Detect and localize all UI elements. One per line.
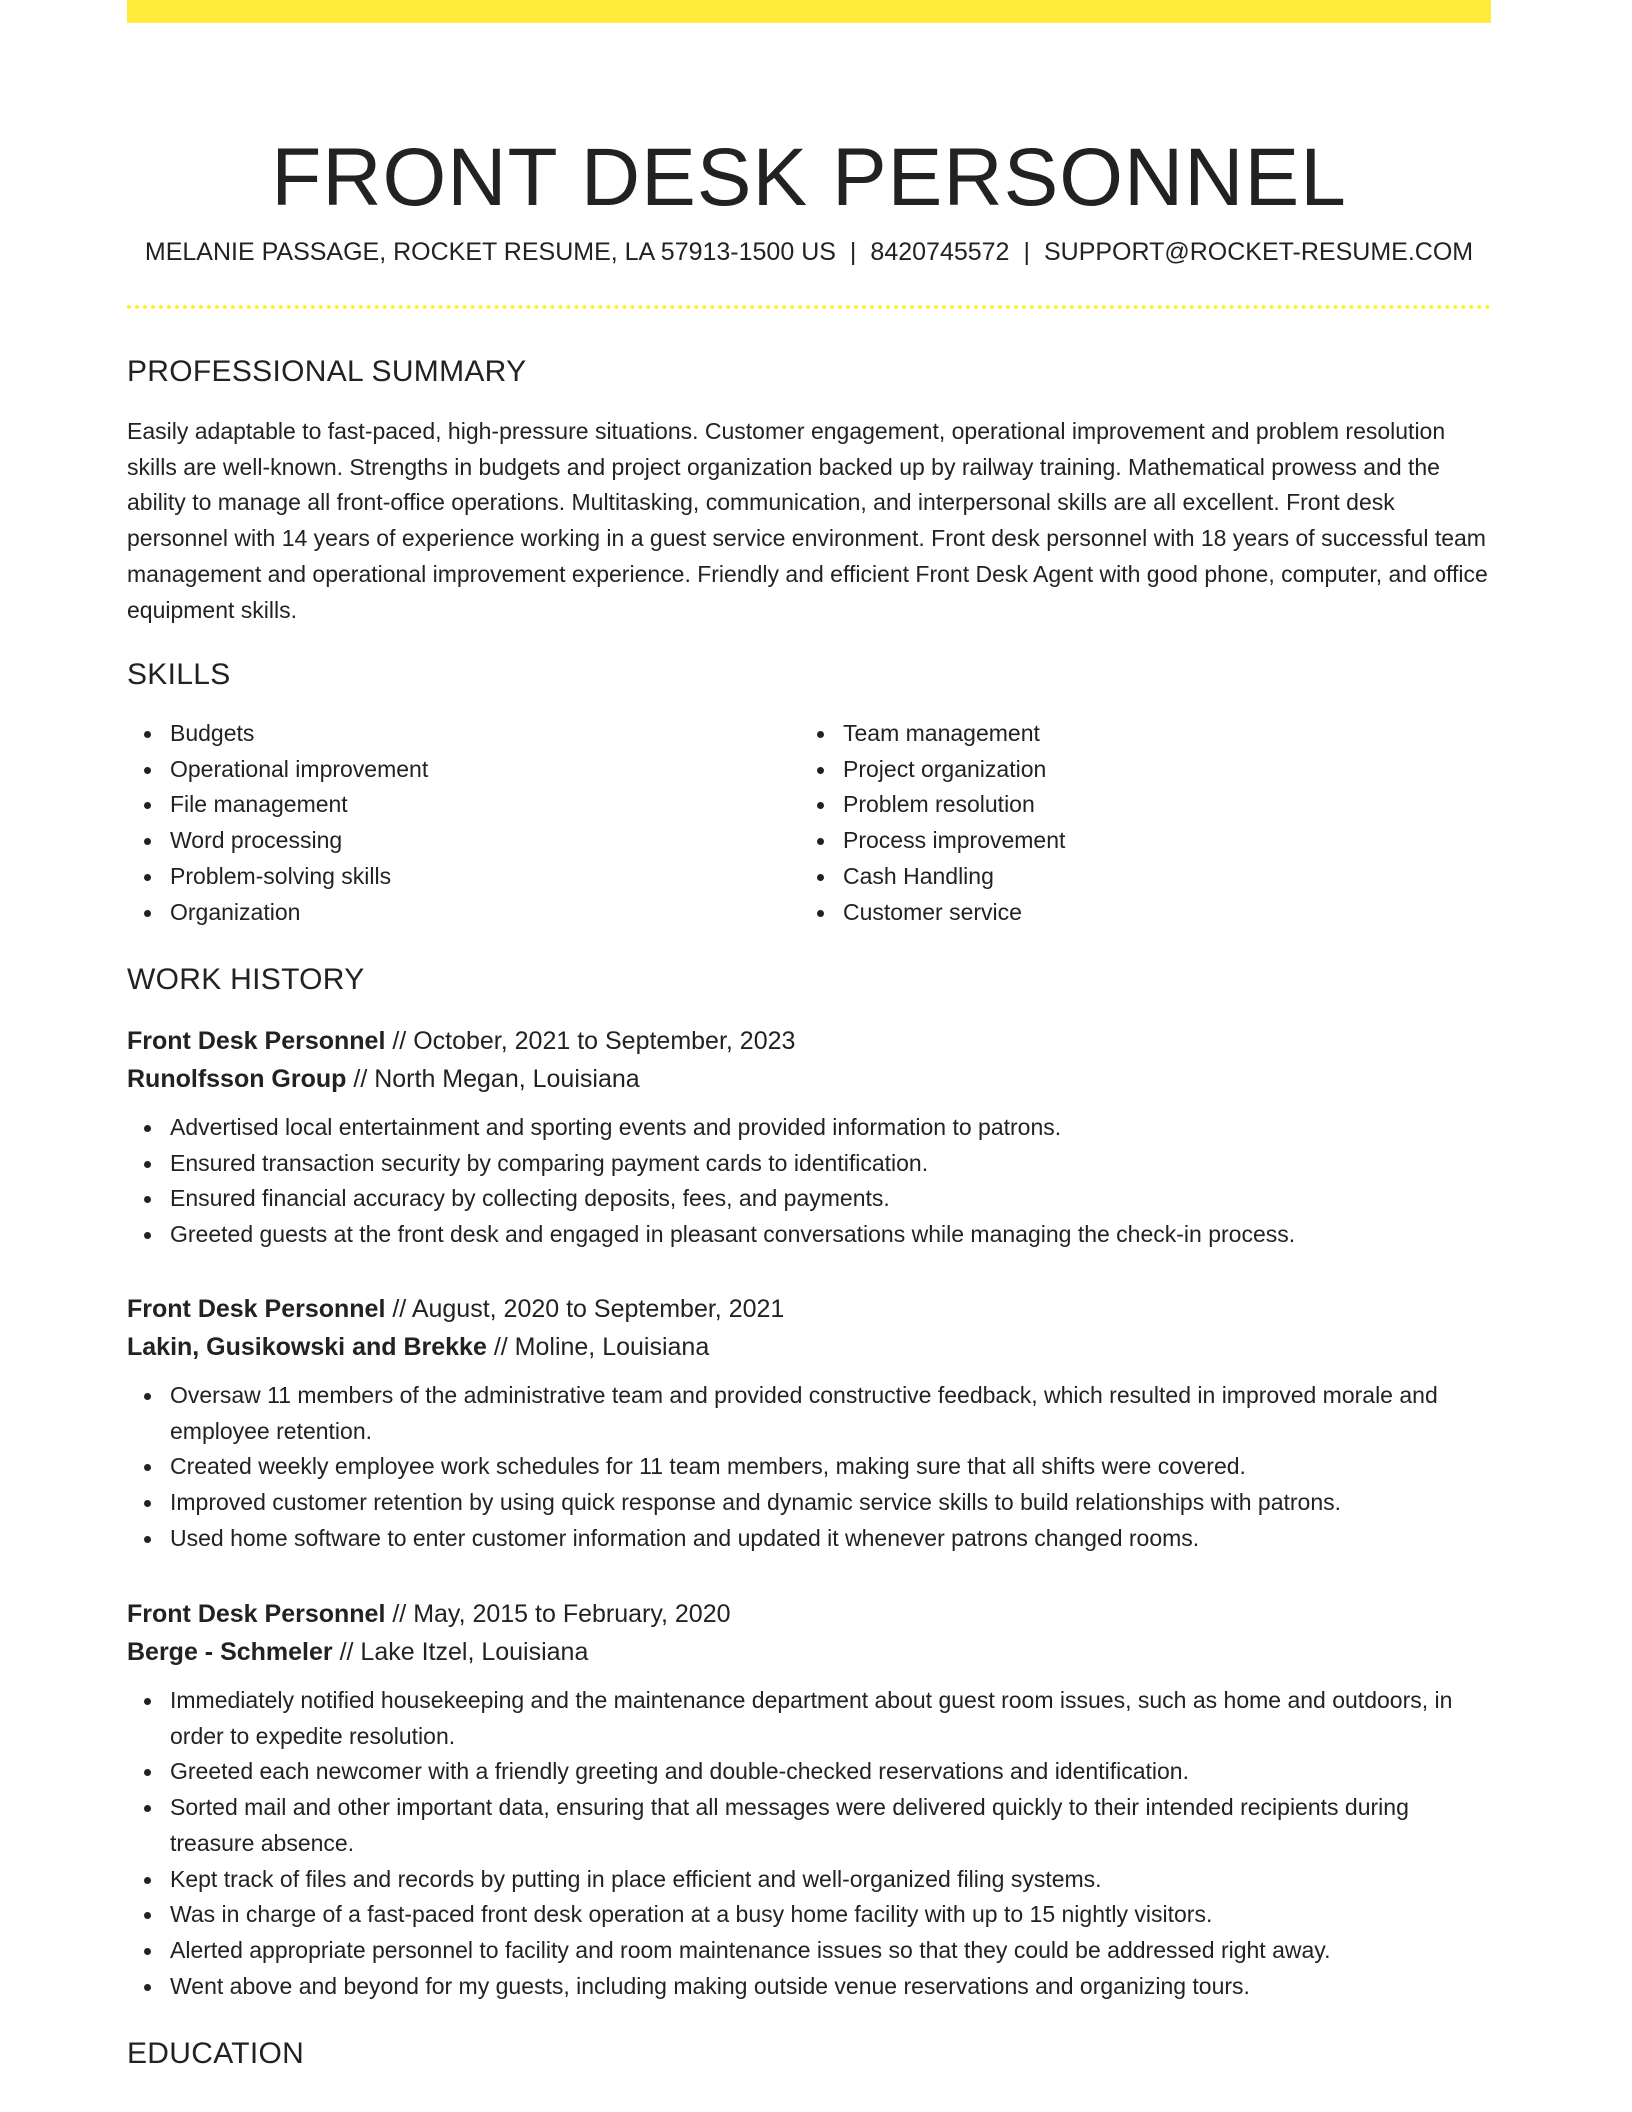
section-title-summary: PROFESSIONAL SUMMARY <box>127 355 527 388</box>
job-location: // North Megan, Louisiana <box>353 1065 640 1093</box>
contact-separator: | <box>849 238 857 266</box>
job-bullet: Created weekly employee work schedules for 11 team members, making sure that all shifts were covered. <box>127 1449 1491 1485</box>
job-bullet: Greeted each newcomer with a friendly greeting and double-checked reservations and identification. <box>127 1754 1491 1790</box>
job-bullet: Greeted guests at the front desk and engaged in pleasant conversations while managing the check-in process. <box>127 1217 1491 1253</box>
job-bullets <box>127 1683 1491 2004</box>
skill-item: Process improvement <box>800 823 1480 859</box>
skill-item: Customer service <box>800 895 1480 931</box>
skill-item: Cash Handling <box>800 859 1480 895</box>
skills-list-right <box>800 716 1480 930</box>
job-title-line <box>127 1022 1491 1060</box>
skill-item: Problem-solving skills <box>127 859 787 895</box>
job-company: Runolfsson Group <box>127 1065 347 1093</box>
job-dates: // August, 2020 to September, 2021 <box>392 1295 785 1323</box>
skill-item: Problem resolution <box>800 787 1480 823</box>
job-bullet: Used home software to enter customer information and updated it whenever patrons changed rooms. <box>127 1521 1491 1557</box>
resume-name: FRONT DESK PERSONNEL <box>271 131 1347 223</box>
job-role: Front Desk Personnel <box>127 1027 386 1055</box>
contact-separator: | <box>1023 238 1030 266</box>
job-bullet: Ensured transaction security by comparing payment cards to identification. <box>127 1146 1491 1182</box>
job-title-line <box>127 1595 1491 1633</box>
skill-item: Operational improvement <box>127 752 787 788</box>
job-location: // Moline, Louisiana <box>493 1333 710 1361</box>
contact-email: SUPPORT@ROCKET-RESUME.COM <box>1043 238 1474 266</box>
job-bullet: Went above and beyond for my guests, including making outside venue reservations and organizing tours. <box>127 1969 1491 2005</box>
skill-item: Organization <box>127 895 787 931</box>
skills-list-left <box>127 716 787 930</box>
skill-item: File management <box>127 787 787 823</box>
skill-item: Budgets <box>127 716 787 752</box>
job-company-line <box>127 1328 1491 1366</box>
job-bullet: Sorted mail and other important data, ensuring that all messages were delivered quickly to their intended recipients during treasure absence. <box>127 1790 1491 1861</box>
job-bullets <box>127 1378 1491 1557</box>
summary-text: Easily adaptable to fast-paced, high-pressure situations. Customer engagement, operational improvement and problem resolution skills are well-known. Strengths in budgets and project organization backed up by railway training. Mathematical prowess and the ability to manage all front-office operations. Multitasking, communication, and interpersonal skills are all excellent. Front desk personnel with 14 years of experience working in a guest service environment. Front desk personnel with 18 years of successful team management and operational improvement experience. Friendly and efficient Front Desk Agent with good phone, computer, and office equipment skills. <box>127 418 1488 623</box>
job-location: // Lake Itzel, Louisiana <box>339 1638 589 1666</box>
section-title-work-history: WORK HISTORY <box>127 963 365 996</box>
contact-line <box>127 237 1491 267</box>
job-role: Front Desk Personnel <box>127 1600 386 1628</box>
job-entry <box>127 1290 1491 1557</box>
dotted-divider <box>127 305 1491 309</box>
skill-item: Project organization <box>800 752 1480 788</box>
skill-item: Word processing <box>127 823 787 859</box>
job-bullet: Ensured financial accuracy by collecting deposits, fees, and payments. <box>127 1181 1491 1217</box>
job-dates: // October, 2021 to September, 2023 <box>392 1027 796 1055</box>
section-title-education: EDUCATION <box>127 2037 305 2070</box>
job-bullet: Immediately notified housekeeping and the maintenance department about guest room issues, such as home and outdoors, in order to expedite resolution. <box>127 1683 1491 1754</box>
accent-top-bar <box>127 0 1491 23</box>
job-bullet: Advertised local entertainment and sporting events and provided information to patrons. <box>127 1110 1491 1146</box>
job-title-line <box>127 1290 1491 1328</box>
contact-address: MELANIE PASSAGE, ROCKET RESUME, LA 57913-1500 US <box>144 238 836 266</box>
job-company: Lakin, Gusikowski and Brekke <box>127 1333 487 1361</box>
job-company: Berge - Schmeler <box>127 1638 333 1666</box>
job-entry <box>127 1595 1491 2004</box>
job-bullet: Kept track of files and records by putting in place efficient and well-organized filing systems. <box>127 1862 1491 1898</box>
section-title-skills: SKILLS <box>127 658 231 691</box>
job-role: Front Desk Personnel <box>127 1295 386 1323</box>
job-company-line <box>127 1633 1491 1671</box>
skill-item: Team management <box>800 716 1480 752</box>
job-bullet: Alerted appropriate personnel to facility and room maintenance issues so that they could be addressed right away. <box>127 1933 1491 1969</box>
job-bullet: Was in charge of a fast-paced front desk operation at a busy home facility with up to 15 nightly visitors. <box>127 1897 1491 1933</box>
job-dates: // May, 2015 to February, 2020 <box>392 1600 731 1628</box>
contact-phone: 8420745572 <box>870 238 1010 266</box>
job-entry <box>127 1022 1491 1253</box>
job-bullet: Oversaw 11 members of the administrative team and provided constructive feedback, which resulted in improved morale and employee retention. <box>127 1378 1491 1449</box>
job-bullet: Improved customer retention by using quick response and dynamic service skills to build relationships with patrons. <box>127 1485 1491 1521</box>
job-bullets <box>127 1110 1491 1253</box>
job-company-line <box>127 1060 1491 1098</box>
